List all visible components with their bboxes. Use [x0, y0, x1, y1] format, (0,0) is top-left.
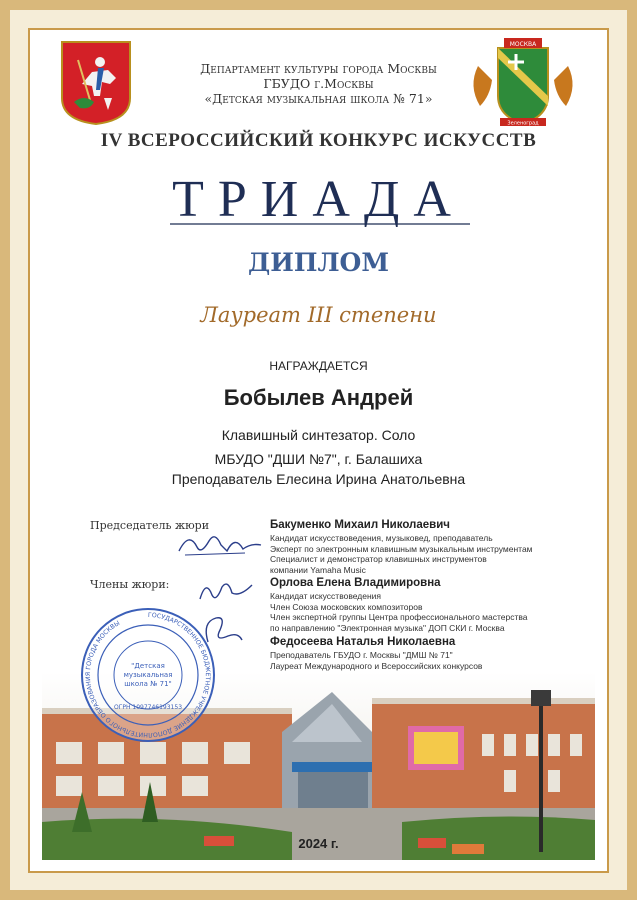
brand-underline — [170, 222, 470, 226]
jury-member-1-name: Орлова Елена Владимировна — [270, 577, 441, 589]
jury-chair-desc-line: Специалист и демонстратор клавишных инструментов — [270, 554, 487, 564]
jury-chair-desc-line: Эксперт по электронным клавишным музыкальным инструментам — [270, 543, 533, 554]
document-type: ДИПЛОМ — [247, 248, 389, 277]
emblem-bottom-text: Зеленоград — [507, 120, 539, 127]
org-line-1: Департамент культуры города Москвы — [200, 61, 437, 76]
issue-year: 2024 г. — [298, 836, 339, 851]
org-line-3: «Детская музыкальная школа № 71» — [204, 91, 433, 106]
recipient-school: МБУДО "ДШИ №7", г. Балашиха — [214, 451, 423, 467]
jury-member-2-desc-line: Преподаватель ГБУДО г. Москвы "ДМШ № 71" — [270, 650, 453, 660]
recipient-name: Бобылев Андрей — [223, 385, 414, 410]
member-1-signature — [196, 575, 256, 609]
jury-chair-name: Бакуменко Михаил Николаевич — [270, 519, 450, 531]
jury-member-1-desc — [270, 591, 580, 633]
jury-member-1-desc-line: Кандидат искусствоведения — [270, 591, 382, 601]
jury-chair-desc — [270, 533, 570, 575]
recipient-teacher: Преподаватель Елесина Ирина Анатольевна — [171, 471, 466, 487]
stamp-center-line-2: музыкальная — [123, 671, 173, 679]
jury-member-1-desc-line: по направлению "Электронная музыка" ДОП СКИ г. Москва — [270, 622, 505, 633]
stamp-center-line-3: школа № 71" — [124, 680, 172, 688]
stamp-ogrn: ОГРН 1097746193153 — [113, 704, 183, 711]
recipient-nomination: Клавишный синтезатор. Соло — [221, 427, 416, 443]
jury-chair-desc-line: компании Yamaha Music — [270, 564, 366, 575]
jury-member-2-desc-line: Лауреат Международного и Всероссийских конкурсов — [270, 660, 483, 671]
brand-title: ТРИАДА — [172, 171, 465, 228]
stamp-ring-textpath: ГОСУДАРСТВЕННОЕ БЮДЖЕТНОЕ УЧРЕЖДЕНИЕ ДОПОЛНИТЕЛЬНОГО ОБРАЗОВАНИЯ ГОРОДА МОСКВЫ — [84, 611, 211, 739]
school-stamp — [78, 605, 218, 745]
jury-member-1-desc-line: Член экспертной группы Центра профессионального мастерства — [270, 612, 528, 622]
org-line-2: ГБУДО г.Москвы — [263, 76, 374, 91]
contest-title: IV ВСЕРОССИЙСКИЙ КОНКУРС ИСКУССТВ — [100, 130, 537, 151]
awarded-label: НАГРАЖДАЕТСЯ — [269, 359, 368, 373]
chair-signature — [175, 525, 265, 561]
stamp-center-line-1: "Детская — [131, 662, 165, 670]
jury-members-label: Члены жюри: — [90, 578, 170, 591]
jury-chair-desc-line: Кандидат искусствоведения, музыковед, преподаватель — [270, 533, 493, 543]
award-title: Лауреат III степени — [200, 303, 437, 327]
jury-member-2-name: Федосеева Наталья Николаевна — [270, 636, 456, 648]
emblem-top-text: МОСКВА — [509, 41, 537, 48]
jury-member-2-desc — [270, 650, 580, 671]
jury-member-1-desc-line: Член Союза московских композиторов — [270, 601, 423, 612]
jury-chair-label: Председатель жюри — [90, 519, 210, 532]
